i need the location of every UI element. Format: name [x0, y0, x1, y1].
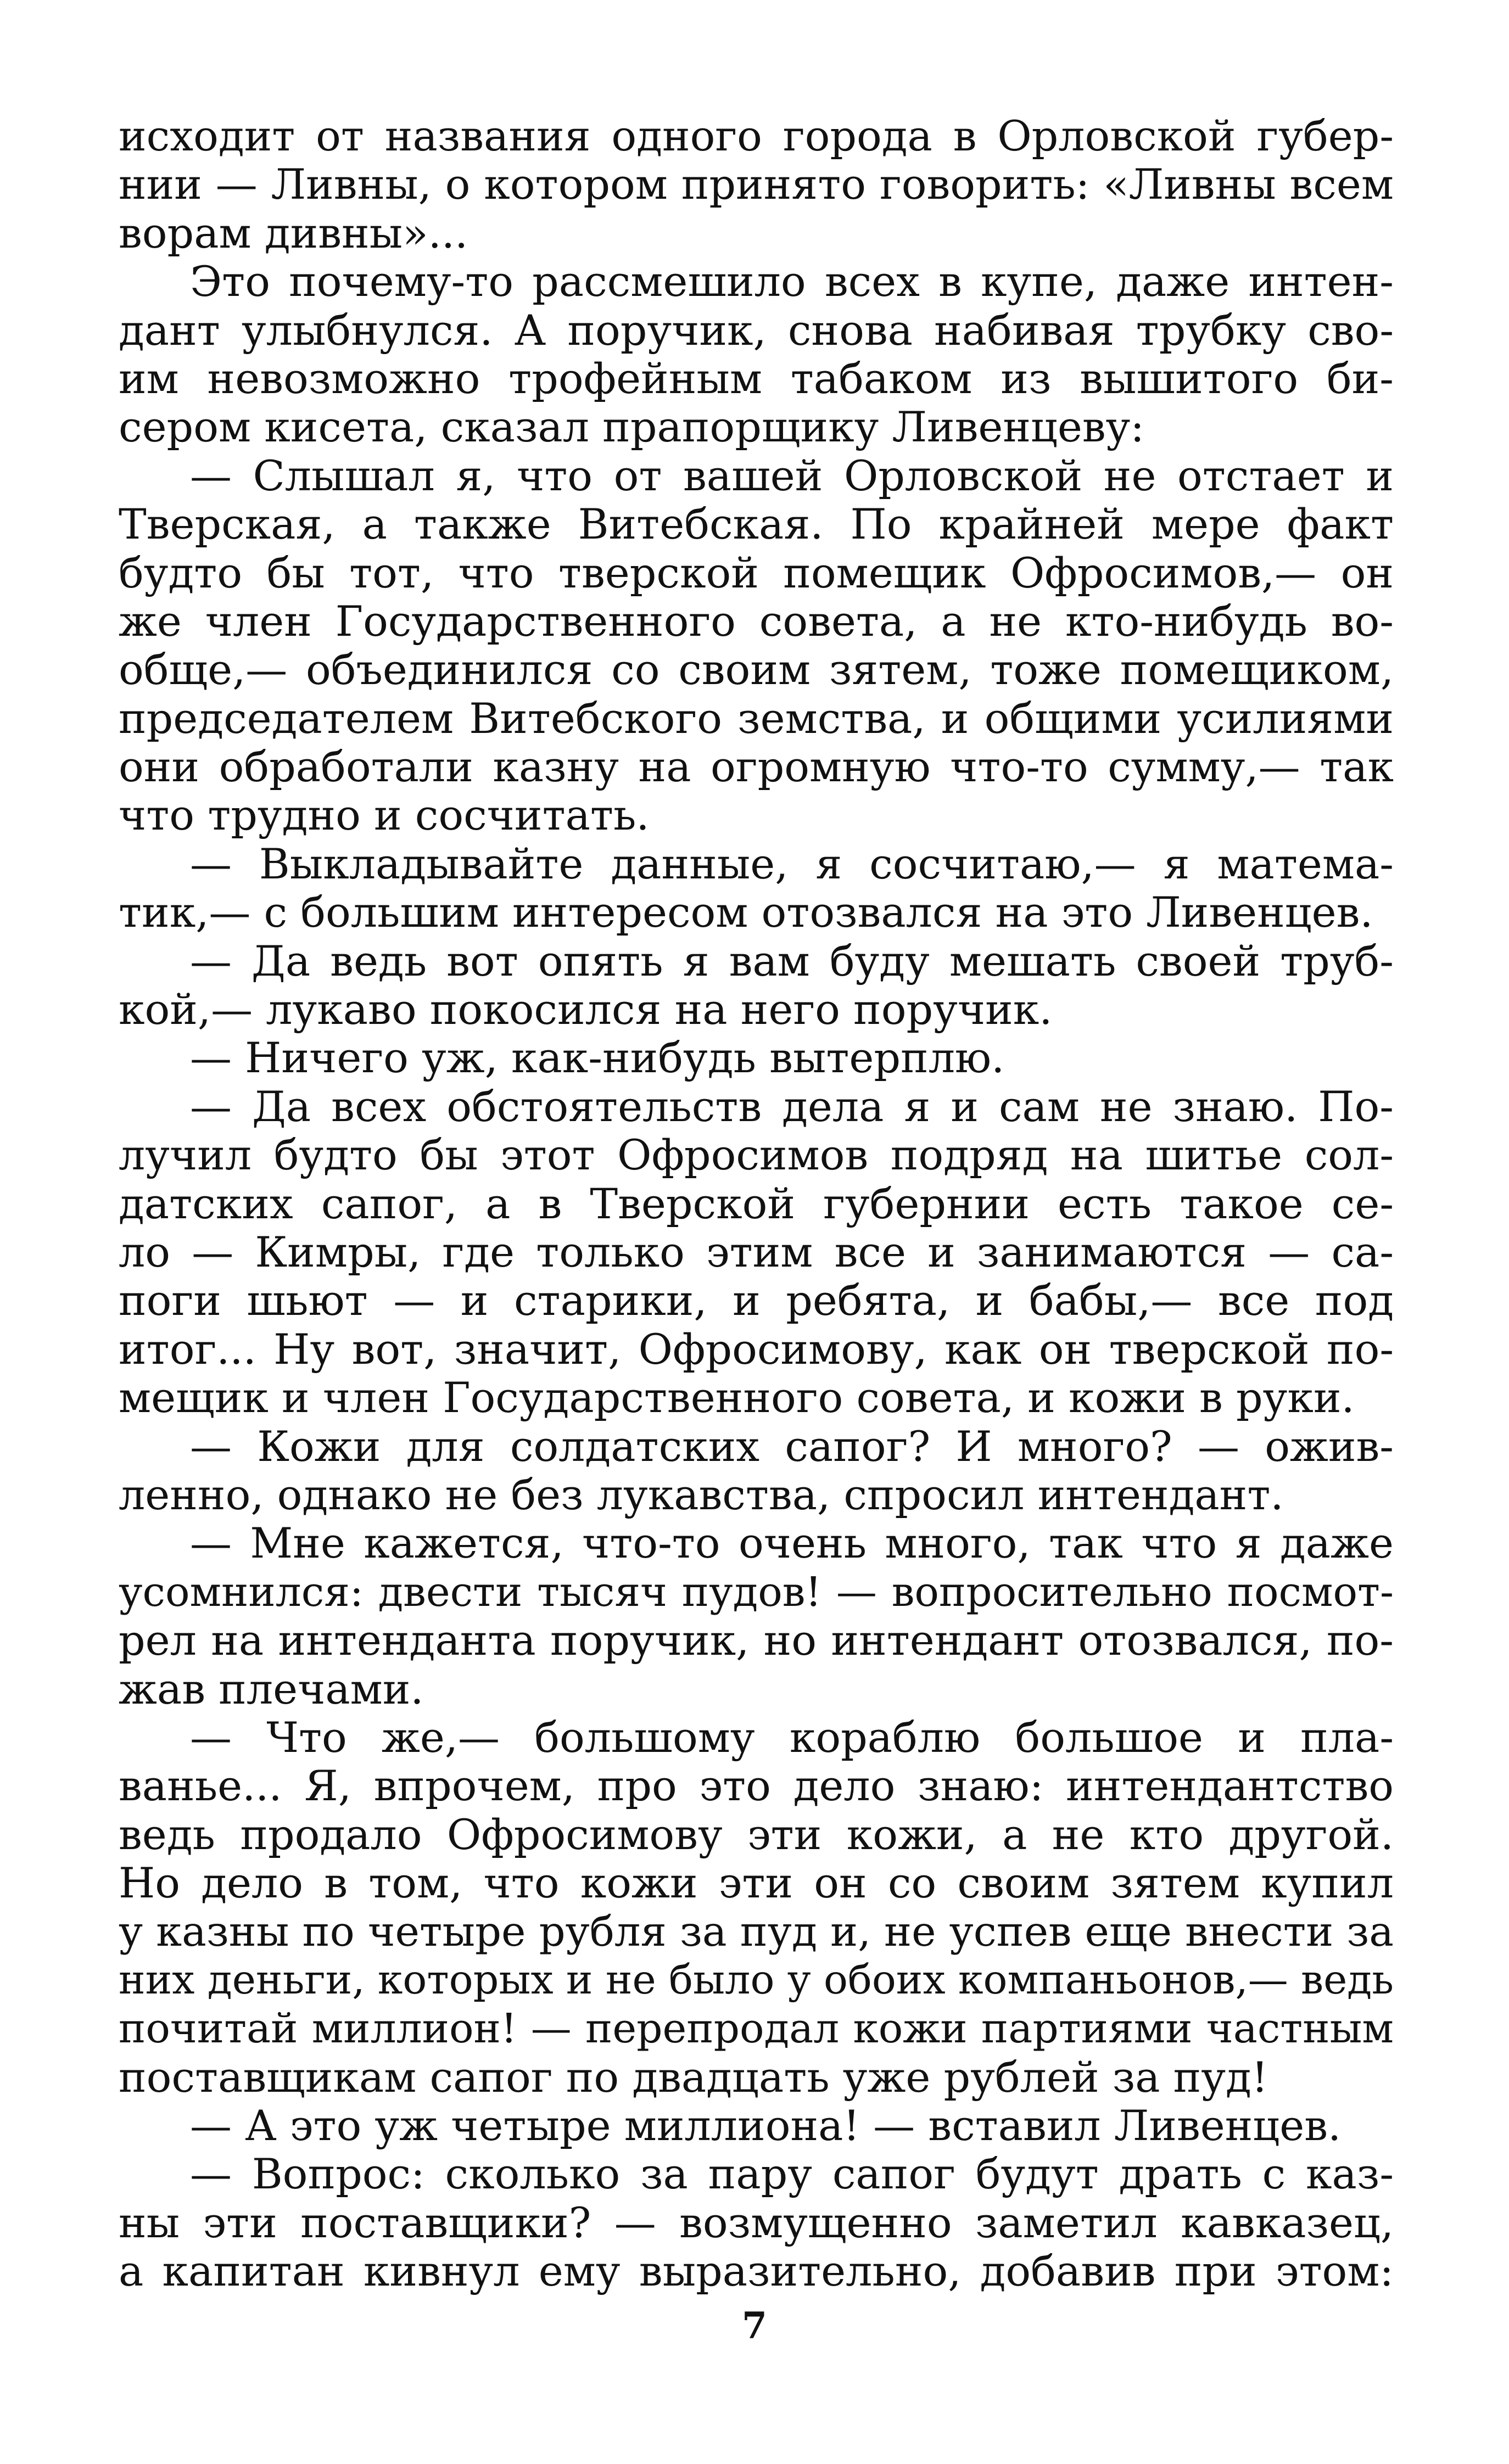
text-line: председателем Витебского земства, и общими усилиями	[119, 694, 1394, 743]
text-line: усомнился: двести тысяч пудов! — вопросительно посмот-	[119, 1568, 1394, 1616]
text-line: же член Государственного совета, а не кто-нибудь во-	[119, 597, 1394, 646]
text-line: итог... Ну вот, значит, Офросимову, как он тверской по-	[119, 1325, 1394, 1374]
text-line: — Да всех обстоятельств дела я и сам не знаю. По-	[190, 1082, 1394, 1131]
text-line: лучил будто бы этот Офросимов подряд на шитье сол-	[119, 1131, 1394, 1180]
text-line: почитай миллион! — перепродал кожи партиями частным	[119, 2005, 1394, 2053]
text-line: — Выкладывайте данные, я сосчитаю,— я матема-	[190, 839, 1394, 888]
text-line: им невозможно трофейным табаком из вышитого би-	[119, 354, 1394, 403]
text-line: дант улыбнулся. А поручик, снова набивая трубку сво-	[119, 306, 1394, 355]
text-line: ворам дивны»...	[119, 209, 468, 257]
text-line: тик,— с большим интересом отозвался на это Ливенцев.	[119, 888, 1373, 937]
text-line: — А это уж четыре миллиона! — вставил Ливенцев.	[190, 2102, 1342, 2151]
text-line: нии — Ливны, о котором принято говорить: «Ливны всем	[119, 160, 1394, 209]
page-number: 7	[742, 2304, 767, 2347]
text-line: ны эти поставщики? — возмущенно заметил кавказец,	[119, 2198, 1394, 2247]
text-line: исходит от названия одного города в Орловской губер-	[119, 112, 1394, 160]
text-line: — Что же,— большому кораблю большое и пла-	[190, 1713, 1394, 1762]
text-line: обще,— объединился со своим зятем, тоже помещиком,	[119, 646, 1394, 695]
text-line: ванье... Я, впрочем, про это дело знаю: интендантство	[119, 1762, 1394, 1811]
text-line: будто бы тот, что тверской помещик Офросимов,— он	[119, 548, 1394, 597]
text-line: — Слышал я, что от вашей Орловской не отстает и	[190, 451, 1394, 500]
text-line: ло — Кимры, где только этим все и занимаются — са-	[119, 1228, 1394, 1276]
text-line: жав плечами.	[119, 1665, 424, 1713]
text-line: Тверская, а также Витебская. По крайней мере факт	[119, 500, 1394, 549]
text-line: у казны по четыре рубля за пуд и, не успев еще внести за	[119, 1907, 1394, 1956]
text-line: что трудно и сосчитать.	[119, 791, 650, 840]
text-line: они обработали казну на огромную что-то сумму,— так	[119, 743, 1394, 792]
text-line: Это почему-то рассмешило всех в купе, даже интен-	[190, 257, 1394, 306]
text-line: них деньги, которых и не было у обоих компаньонов,— ведь	[119, 1956, 1394, 2003]
text-line: поставщикам сапог по двадцать уже рублей за пуд!	[119, 2053, 1268, 2102]
text-line: — Мне кажется, что-то очень много, так что я даже	[190, 1519, 1394, 1568]
text-line: поги шьют — и старики, и ребята, и бабы,— все под	[119, 1276, 1394, 1325]
text-line: рел на интенданта поручик, но интендант отозвался, по-	[119, 1616, 1394, 1665]
text-line: ведь продало Офросимову эти кожи, а не кто другой.	[119, 1810, 1394, 1859]
text-line: сером кисета, сказал прапорщику Ливенцеву:	[119, 403, 1144, 452]
text-line: а капитан кивнул ему выразительно, добавив при этом:	[119, 2247, 1394, 2296]
text-line: мещик и член Государственного совета, и кожи в руки.	[119, 1374, 1355, 1423]
text-line: кой,— лукаво покосился на него поручик.	[119, 985, 1053, 1034]
text-line: — Да ведь вот опять я вам буду мешать своей труб-	[190, 937, 1394, 985]
text-line: — Вопрос: сколько за пару сапог будут драть с каз-	[190, 2150, 1394, 2199]
body-text	[119, 112, 1394, 2296]
text-line: датских сапог, а в Тверской губернии есть такое се-	[119, 1179, 1394, 1228]
text-line: — Кожи для солдатских сапог? И много? — ожив-	[190, 1422, 1394, 1471]
text-line: Но дело в том, что кожи эти он со своим зятем купил	[119, 1859, 1394, 1908]
text-line: ленно, однако не без лукавства, спросил интендант.	[119, 1470, 1284, 1519]
text-line: — Ничего уж, как-нибудь вытерплю.	[190, 1034, 1005, 1083]
